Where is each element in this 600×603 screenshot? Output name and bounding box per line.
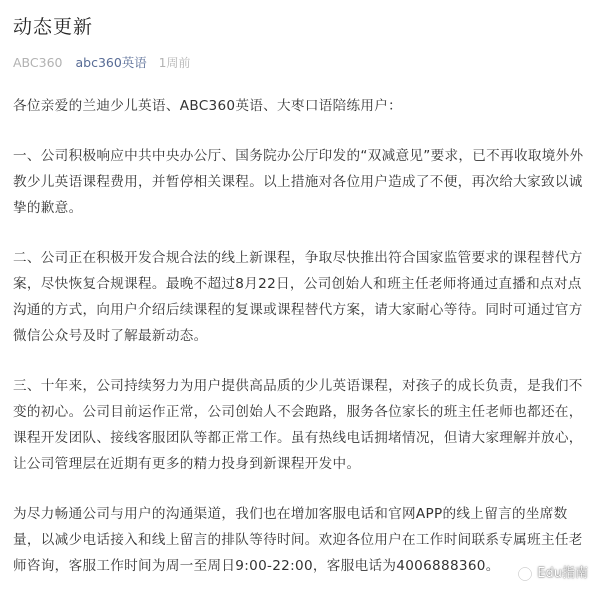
watermark-label: Edu指南 [537,566,588,581]
greeting-paragraph: 各位亲爱的兰迪少儿英语、ABC360英语、大枣口语陪练用户： [13,98,403,114]
article-title: 动态更新 [13,16,94,38]
article-meta [13,53,587,73]
wechat-channel-icon [517,566,533,582]
article-source: ABC360 [13,55,63,70]
contact-paragraph: 为尽力畅通公司与用户的沟通渠道，我们也在增加客服电话和官网APP的线上留言的坐席数量，以减少电话接入和线上留言的排队等待时间。欢迎各位用户在工作时间联系专属班主任老师咨询，客服工作时间为周一至周日9:00-22:00，客服电话为4006888360。 [13,506,583,574]
account-name-link[interactable]: abc360英语 [75,55,147,70]
article [13,0,587,603]
watermark [517,563,588,585]
paragraph-two: 二、公司正在积极开发合规合法的线上新课程，争取尽快推出符合国家监管要求的课程替代方案，尽快恢复合规课程。最晚不超过8月22日，公司创始人和班主任老师将通过直播和点对点沟通的方式，向用户介绍后续课程的复课或课程替代方案，请大家耐心等待。同时可通过官方微信公众号及时了解最新动态。 [13,250,583,344]
article-body [13,93,587,579]
paragraph-three: 三、十年来，公司持续努力为用户提供高品质的少儿英语课程，对孩子的成长负责，是我们不变的初心。公司目前运作正常，公司创始人不会跑路，服务各位家长的班主任老师也都还在，课程开发团队、接线客服团队等都正常工作。虽有热线电话拥堵情况，但请大家理解并放心，让公司管理层在近期有更多的精力投身到新课程开发中。 [13,378,583,472]
paragraph-one: 一、公司积极响应中共中央办公厅、国务院办公厅印发的“双减意见”要求，已不再收取境外外教少儿英语课程费用，并暂停相关课程。以上措施对各位用户造成了不便，再次给大家致以诚挚的歉意。 [13,148,584,216]
publish-time: 1周前 [158,56,191,70]
